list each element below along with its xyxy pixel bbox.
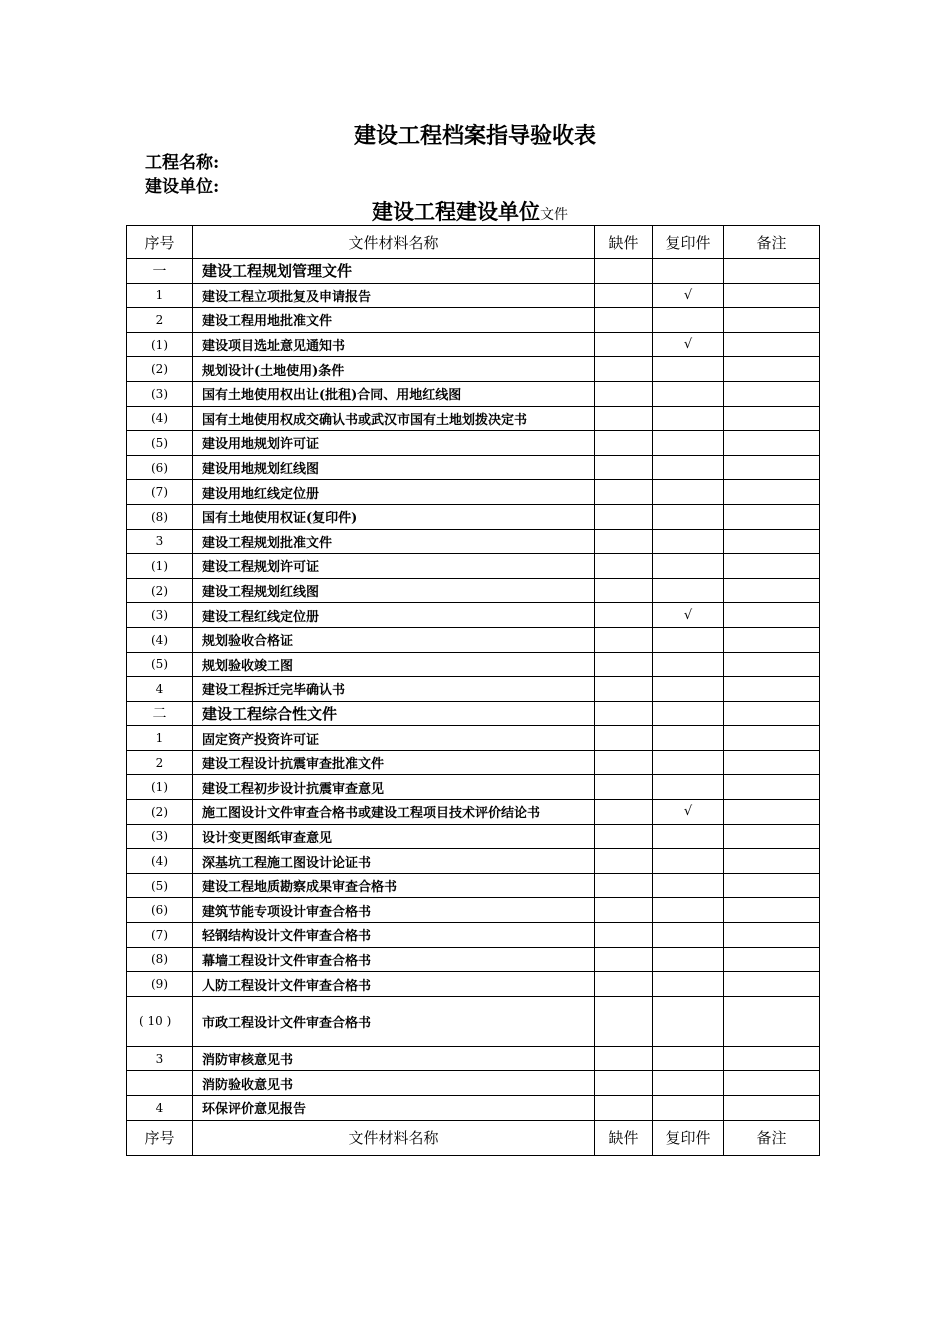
row-remarks-cell — [724, 431, 820, 456]
row-serial-no: (8) — [127, 947, 193, 972]
footer-remarks: 备注 — [724, 1120, 820, 1155]
row-serial-no: 3 — [127, 1046, 193, 1071]
row-missing-cell — [595, 554, 653, 579]
row-serial-no: 1 — [127, 726, 193, 751]
row-remarks-cell — [724, 332, 820, 357]
row-serial-no: 一 — [127, 259, 193, 284]
row-document-name: 消防验收意见书 — [193, 1071, 595, 1096]
row-document-name: 建筑节能专项设计审查合格书 — [193, 898, 595, 923]
table-row — [127, 775, 820, 800]
table-row — [127, 332, 820, 357]
row-document-name: 建设工程规划管理文件 — [193, 259, 595, 284]
row-serial-no: (7) — [127, 923, 193, 948]
row-missing-cell — [595, 504, 653, 529]
row-serial-no: 4 — [127, 1096, 193, 1121]
row-serial-no: 二 — [127, 701, 193, 726]
table-row — [127, 578, 820, 603]
footer-missing: 缺件 — [595, 1120, 653, 1155]
row-document-name: 轻钢结构设计文件审查合格书 — [193, 923, 595, 948]
row-remarks-cell — [724, 1046, 820, 1071]
row-document-name: 消防审核意见书 — [193, 1046, 595, 1071]
row-copy-checkmark — [653, 996, 724, 1046]
row-missing-cell — [595, 652, 653, 677]
row-copy-checkmark — [653, 701, 724, 726]
row-document-name: 固定资产投资许可证 — [193, 726, 595, 751]
table-row — [127, 800, 820, 825]
header-missing: 缺件 — [595, 226, 653, 259]
row-document-name: 建设工程综合性文件 — [193, 701, 595, 726]
row-remarks-cell — [724, 529, 820, 554]
row-missing-cell — [595, 824, 653, 849]
subtitle-main: 建设工程建设单位 — [372, 199, 540, 224]
row-copy-checkmark — [653, 947, 724, 972]
row-document-name: 规划设计(土地使用)条件 — [193, 357, 595, 382]
row-missing-cell — [595, 1096, 653, 1121]
table-row — [127, 898, 820, 923]
table-header-row — [127, 226, 820, 259]
row-remarks-cell — [724, 480, 820, 505]
row-copy-checkmark — [653, 381, 724, 406]
row-copy-checkmark — [653, 578, 724, 603]
table-body — [127, 226, 820, 1121]
row-remarks-cell — [724, 455, 820, 480]
row-remarks-cell — [724, 996, 820, 1046]
row-missing-cell — [595, 996, 653, 1046]
table-row — [127, 603, 820, 628]
table-row — [127, 627, 820, 652]
row-remarks-cell — [724, 849, 820, 874]
row-remarks-cell — [724, 406, 820, 431]
row-remarks-cell — [724, 652, 820, 677]
table-row — [127, 480, 820, 505]
row-remarks-cell — [724, 504, 820, 529]
table-row — [127, 996, 820, 1046]
table-row — [127, 381, 820, 406]
row-missing-cell — [595, 1071, 653, 1096]
row-document-name: 幕墙工程设计文件审查合格书 — [193, 947, 595, 972]
table-footer-header-row — [127, 1120, 820, 1155]
table-row — [127, 726, 820, 751]
header-remarks: 备注 — [724, 226, 820, 259]
footer-document-name: 文件材料名称 — [193, 1120, 595, 1155]
row-missing-cell — [595, 972, 653, 997]
header-copy: 复印件 — [653, 226, 724, 259]
acceptance-table — [126, 225, 820, 1156]
project-name-label: 工程名称: — [145, 153, 220, 173]
row-document-name: 人防工程设计文件审查合格书 — [193, 972, 595, 997]
row-serial-no: (5) — [127, 431, 193, 456]
row-document-name: 施工图设计文件审查合格书或建设工程项目技术评价结论书 — [193, 800, 595, 825]
row-document-name: 建设工程拆迁完毕确认书 — [193, 677, 595, 702]
row-serial-no: (6) — [127, 455, 193, 480]
row-document-name: 国有土地使用权证(复印件) — [193, 504, 595, 529]
table-row — [127, 357, 820, 382]
row-remarks-cell — [724, 677, 820, 702]
table-row — [127, 283, 820, 308]
row-missing-cell — [595, 873, 653, 898]
row-remarks-cell — [724, 259, 820, 284]
row-copy-checkmark — [653, 504, 724, 529]
table-row — [127, 947, 820, 972]
row-copy-checkmark — [653, 677, 724, 702]
table-row — [127, 554, 820, 579]
row-document-name: 建设工程红线定位册 — [193, 603, 595, 628]
row-document-name: 建设用地红线定位册 — [193, 480, 595, 505]
row-remarks-cell — [724, 726, 820, 751]
row-missing-cell — [595, 603, 653, 628]
table-row — [127, 750, 820, 775]
row-copy-checkmark — [653, 529, 724, 554]
row-serial-no: (3) — [127, 603, 193, 628]
row-copy-checkmark — [653, 406, 724, 431]
row-missing-cell — [595, 332, 653, 357]
row-copy-checkmark — [653, 1096, 724, 1121]
section-row — [127, 701, 820, 726]
row-serial-no: (4) — [127, 406, 193, 431]
row-serial-no: 2 — [127, 750, 193, 775]
table-row — [127, 849, 820, 874]
table-row — [127, 923, 820, 948]
table-row — [127, 529, 820, 554]
table-row — [127, 972, 820, 997]
row-remarks-cell — [724, 898, 820, 923]
row-remarks-cell — [724, 972, 820, 997]
row-remarks-cell — [724, 283, 820, 308]
row-serial-no: (7) — [127, 480, 193, 505]
row-copy-checkmark — [653, 775, 724, 800]
construction-unit-label: 建设单位: — [145, 177, 220, 197]
row-document-name: 设计变更图纸审查意见 — [193, 824, 595, 849]
row-serial-no: (2) — [127, 578, 193, 603]
header-serial-no: 序号 — [127, 226, 193, 259]
row-copy-checkmark: √ — [653, 800, 724, 825]
row-missing-cell — [595, 455, 653, 480]
row-serial-no: (3) — [127, 824, 193, 849]
row-document-name: 市政工程设计文件审查合格书 — [193, 996, 595, 1046]
row-remarks-cell — [724, 800, 820, 825]
row-remarks-cell — [724, 603, 820, 628]
row-missing-cell — [595, 726, 653, 751]
table-row — [127, 652, 820, 677]
row-serial-no: ( 10 ) — [127, 996, 193, 1046]
row-remarks-cell — [724, 923, 820, 948]
row-missing-cell — [595, 406, 653, 431]
row-serial-no — [127, 1071, 193, 1096]
row-document-name: 建设工程设计抗震审查批准文件 — [193, 750, 595, 775]
row-copy-checkmark — [653, 357, 724, 382]
row-document-name: 建设工程规划红线图 — [193, 578, 595, 603]
row-remarks-cell — [724, 775, 820, 800]
row-remarks-cell — [724, 824, 820, 849]
table-row — [127, 406, 820, 431]
row-remarks-cell — [724, 1071, 820, 1096]
document-title: 建设工程档案指导验收表 — [353, 123, 596, 149]
row-copy-checkmark — [653, 480, 724, 505]
row-copy-checkmark — [653, 308, 724, 333]
row-copy-checkmark — [653, 750, 724, 775]
row-serial-no: (6) — [127, 898, 193, 923]
row-missing-cell — [595, 381, 653, 406]
row-serial-no: (5) — [127, 652, 193, 677]
row-serial-no: (9) — [127, 972, 193, 997]
row-copy-checkmark: √ — [653, 332, 724, 357]
row-copy-checkmark — [653, 726, 724, 751]
row-copy-checkmark — [653, 554, 724, 579]
row-document-name: 深基坑工程施工图设计论证书 — [193, 849, 595, 874]
table-row — [127, 1046, 820, 1071]
row-remarks-cell — [724, 947, 820, 972]
row-missing-cell — [595, 480, 653, 505]
row-missing-cell — [595, 849, 653, 874]
row-copy-checkmark — [653, 849, 724, 874]
row-document-name: 规划验收合格证 — [193, 627, 595, 652]
row-copy-checkmark — [653, 652, 724, 677]
row-document-name: 国有土地使用权出让(批租)合同、用地红线图 — [193, 381, 595, 406]
table-row — [127, 873, 820, 898]
row-missing-cell — [595, 578, 653, 603]
header-document-name: 文件材料名称 — [193, 226, 595, 259]
row-serial-no: (4) — [127, 627, 193, 652]
row-remarks-cell — [724, 554, 820, 579]
row-missing-cell — [595, 283, 653, 308]
row-copy-checkmark — [653, 431, 724, 456]
row-copy-checkmark — [653, 455, 724, 480]
row-document-name: 规划验收竣工图 — [193, 652, 595, 677]
row-serial-no: (4) — [127, 849, 193, 874]
row-missing-cell — [595, 775, 653, 800]
footer-copy: 复印件 — [653, 1120, 724, 1155]
row-copy-checkmark — [653, 898, 724, 923]
row-serial-no: (1) — [127, 332, 193, 357]
row-missing-cell — [595, 947, 653, 972]
row-serial-no: 1 — [127, 283, 193, 308]
table-row — [127, 504, 820, 529]
row-remarks-cell — [724, 308, 820, 333]
row-remarks-cell — [724, 357, 820, 382]
row-document-name: 建设工程规划批准文件 — [193, 529, 595, 554]
row-remarks-cell — [724, 873, 820, 898]
row-serial-no: (1) — [127, 775, 193, 800]
row-serial-no: 3 — [127, 529, 193, 554]
row-copy-checkmark — [653, 824, 724, 849]
table-row — [127, 1071, 820, 1096]
row-copy-checkmark — [653, 923, 724, 948]
row-missing-cell — [595, 308, 653, 333]
row-missing-cell — [595, 677, 653, 702]
row-document-name: 建设用地规划红线图 — [193, 455, 595, 480]
row-serial-no: (1) — [127, 554, 193, 579]
row-missing-cell — [595, 431, 653, 456]
row-document-name: 建设项目选址意见通知书 — [193, 332, 595, 357]
row-copy-checkmark — [653, 259, 724, 284]
row-remarks-cell — [724, 627, 820, 652]
footer-serial-no: 序号 — [127, 1120, 193, 1155]
section-row — [127, 259, 820, 284]
row-serial-no: (2) — [127, 357, 193, 382]
row-missing-cell — [595, 529, 653, 554]
row-copy-checkmark — [653, 972, 724, 997]
subtitle-suffix: 文件 — [540, 207, 568, 223]
row-missing-cell — [595, 627, 653, 652]
row-document-name: 建设工程地质勘察成果审查合格书 — [193, 873, 595, 898]
row-missing-cell — [595, 750, 653, 775]
row-document-name: 建设工程用地批准文件 — [193, 308, 595, 333]
row-missing-cell — [595, 923, 653, 948]
table-row — [127, 431, 820, 456]
row-missing-cell — [595, 800, 653, 825]
row-document-name: 国有土地使用权成交确认书或武汉市国有土地划拨决定书 — [193, 406, 595, 431]
row-missing-cell — [595, 259, 653, 284]
table-row — [127, 677, 820, 702]
row-serial-no: (8) — [127, 504, 193, 529]
row-document-name: 建设用地规划许可证 — [193, 431, 595, 456]
row-remarks-cell — [724, 381, 820, 406]
row-copy-checkmark — [653, 873, 724, 898]
row-serial-no: (3) — [127, 381, 193, 406]
row-missing-cell — [595, 357, 653, 382]
row-copy-checkmark — [653, 1046, 724, 1071]
row-remarks-cell — [724, 578, 820, 603]
row-document-name: 建设工程规划许可证 — [193, 554, 595, 579]
table-row — [127, 308, 820, 333]
table-row — [127, 1096, 820, 1121]
row-remarks-cell — [724, 701, 820, 726]
row-document-name: 建设工程立项批复及申请报告 — [193, 283, 595, 308]
row-serial-no: (5) — [127, 873, 193, 898]
row-remarks-cell — [724, 750, 820, 775]
row-copy-checkmark: √ — [653, 283, 724, 308]
row-serial-no: 4 — [127, 677, 193, 702]
table-row — [127, 824, 820, 849]
row-copy-checkmark: √ — [653, 603, 724, 628]
row-serial-no: (2) — [127, 800, 193, 825]
table-row — [127, 455, 820, 480]
row-missing-cell — [595, 701, 653, 726]
row-missing-cell — [595, 1046, 653, 1071]
row-document-name: 环保评价意见报告 — [193, 1096, 595, 1121]
row-serial-no: 2 — [127, 308, 193, 333]
row-copy-checkmark — [653, 627, 724, 652]
row-document-name: 建设工程初步设计抗震审查意见 — [193, 775, 595, 800]
row-remarks-cell — [724, 1096, 820, 1121]
row-copy-checkmark — [653, 1071, 724, 1096]
row-missing-cell — [595, 898, 653, 923]
